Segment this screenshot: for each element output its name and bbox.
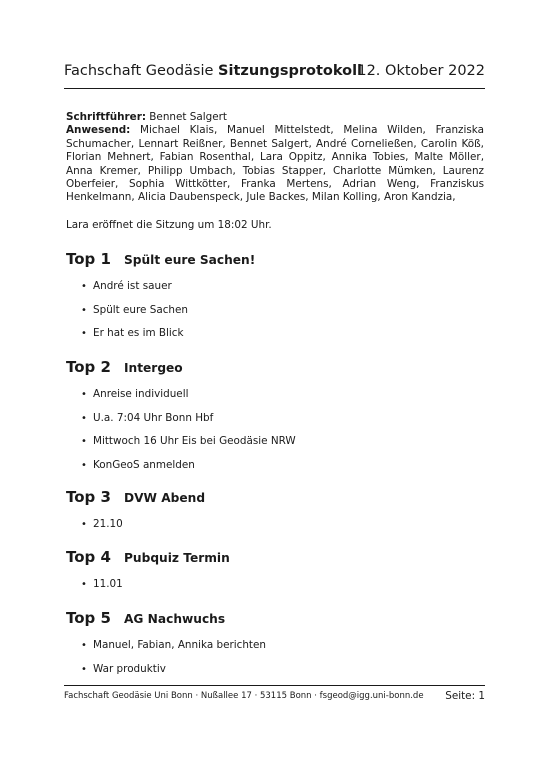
- agenda-item: • André ist sauer: [81, 280, 172, 292]
- agenda-number: Top 3: [66, 488, 111, 506]
- bullet-icon: •: [81, 459, 87, 471]
- agenda-heading: [66, 488, 484, 508]
- agenda-items: [66, 518, 484, 542]
- attendees-label: Anwesend:: [66, 124, 131, 137]
- meeting-meta: [66, 111, 484, 205]
- page-footer: [64, 685, 485, 708]
- agenda-items: [66, 639, 484, 686]
- bullet-icon: •: [81, 519, 87, 530]
- agenda-heading: [66, 250, 484, 270]
- opening-statement: Lara eröffnet die Sitzung um 18:02 Uhr.: [66, 219, 272, 231]
- agenda-item: • KonGeoS anmelden: [81, 458, 195, 471]
- agenda-item: • 21.10: [81, 518, 123, 530]
- writer-line: [66, 111, 484, 124]
- agenda-item: • Anreise individuell: [81, 388, 189, 400]
- agenda-title: DVW Abend: [124, 491, 206, 505]
- agenda-items: [66, 578, 484, 602]
- attendees-list: Michael Klais, Manuel Mittelstedt, Melina Wilden, Franziska Schumacher, Lennart Reißner, Bennet Salgert, André Corneließen, Carolin Köß, Florian Mehnert, Fabian Rosenthal, Lara Oppitz, Annika Tobies, Malte Möller, Anna Kremer, Philipp Umbach, Tobias Stapper, Charlotte Mümken, Laurenz Oberfeier, Sophia Wittkötter, Franka Mertens, Adrian Weng, Franziskus Henkelmann, Alicia Daubenspeck, Jule Backes, Milan Kolling, Aron Kandzia,: [66, 124, 484, 204]
- agenda-title: Spült eure Sachen!: [124, 253, 256, 267]
- agenda-heading: [66, 609, 484, 629]
- footer-address: Fachschaft Geodäsie Uni Bonn · Nußallee 17 · 53115 Bonn · fsgeod@igg.uni-bonn.de: [64, 691, 424, 701]
- agenda-item: • Mittwoch 16 Uhr Eis bei Geodäsie NRW: [81, 435, 296, 447]
- agenda-item: • Manuel, Fabian, Annika berichten: [81, 639, 266, 651]
- agenda-section: [66, 358, 484, 482]
- bullet-icon: •: [81, 579, 87, 590]
- agenda-section: [66, 488, 484, 542]
- bullet-icon: •: [81, 640, 87, 651]
- agenda-section: [66, 548, 484, 602]
- header-doc-type: Sitzungsprotokoll: [218, 63, 363, 79]
- agenda-item: • Spült eure Sachen: [81, 303, 188, 316]
- agenda-items: [66, 388, 484, 482]
- agenda-number: Top 2: [66, 358, 111, 376]
- attendees-line: [66, 124, 484, 204]
- agenda-title: Intergeo: [124, 361, 183, 375]
- agenda-number: Top 5: [66, 609, 111, 627]
- agenda-items: [66, 280, 484, 351]
- header-title: [64, 63, 362, 79]
- agenda-heading: [66, 358, 484, 378]
- agenda-item: • War produktiv: [81, 662, 166, 675]
- writer-label: Schriftführer:: [66, 111, 146, 123]
- agenda-number: Top 4: [66, 548, 111, 566]
- bullet-icon: •: [81, 304, 87, 316]
- agenda-heading: [66, 548, 484, 568]
- bullet-icon: •: [81, 663, 87, 675]
- bullet-icon: •: [81, 389, 87, 400]
- agenda-section: [66, 609, 484, 686]
- agenda-title: Pubquiz Termin: [124, 551, 230, 565]
- agenda-item: • U.a. 7:04 Uhr Bonn Hbf: [81, 411, 214, 424]
- agenda-item: • 11.01: [81, 578, 123, 590]
- bullet-icon: •: [81, 412, 87, 424]
- writer-name: Bennet Salgert: [149, 111, 227, 123]
- agenda-item: • Er hat es im Blick: [81, 327, 184, 339]
- header-org: Fachschaft Geodäsie: [64, 63, 214, 79]
- header-date: 12. Oktober 2022: [357, 63, 485, 79]
- bullet-icon: •: [81, 328, 87, 339]
- agenda-section: [66, 250, 484, 351]
- page-number: Seite: 1: [445, 690, 485, 702]
- agenda-title: AG Nachwuchs: [124, 612, 226, 626]
- page-header: [64, 62, 485, 89]
- bullet-icon: •: [81, 281, 87, 292]
- bullet-icon: •: [81, 436, 87, 447]
- agenda-number: Top 1: [66, 250, 111, 268]
